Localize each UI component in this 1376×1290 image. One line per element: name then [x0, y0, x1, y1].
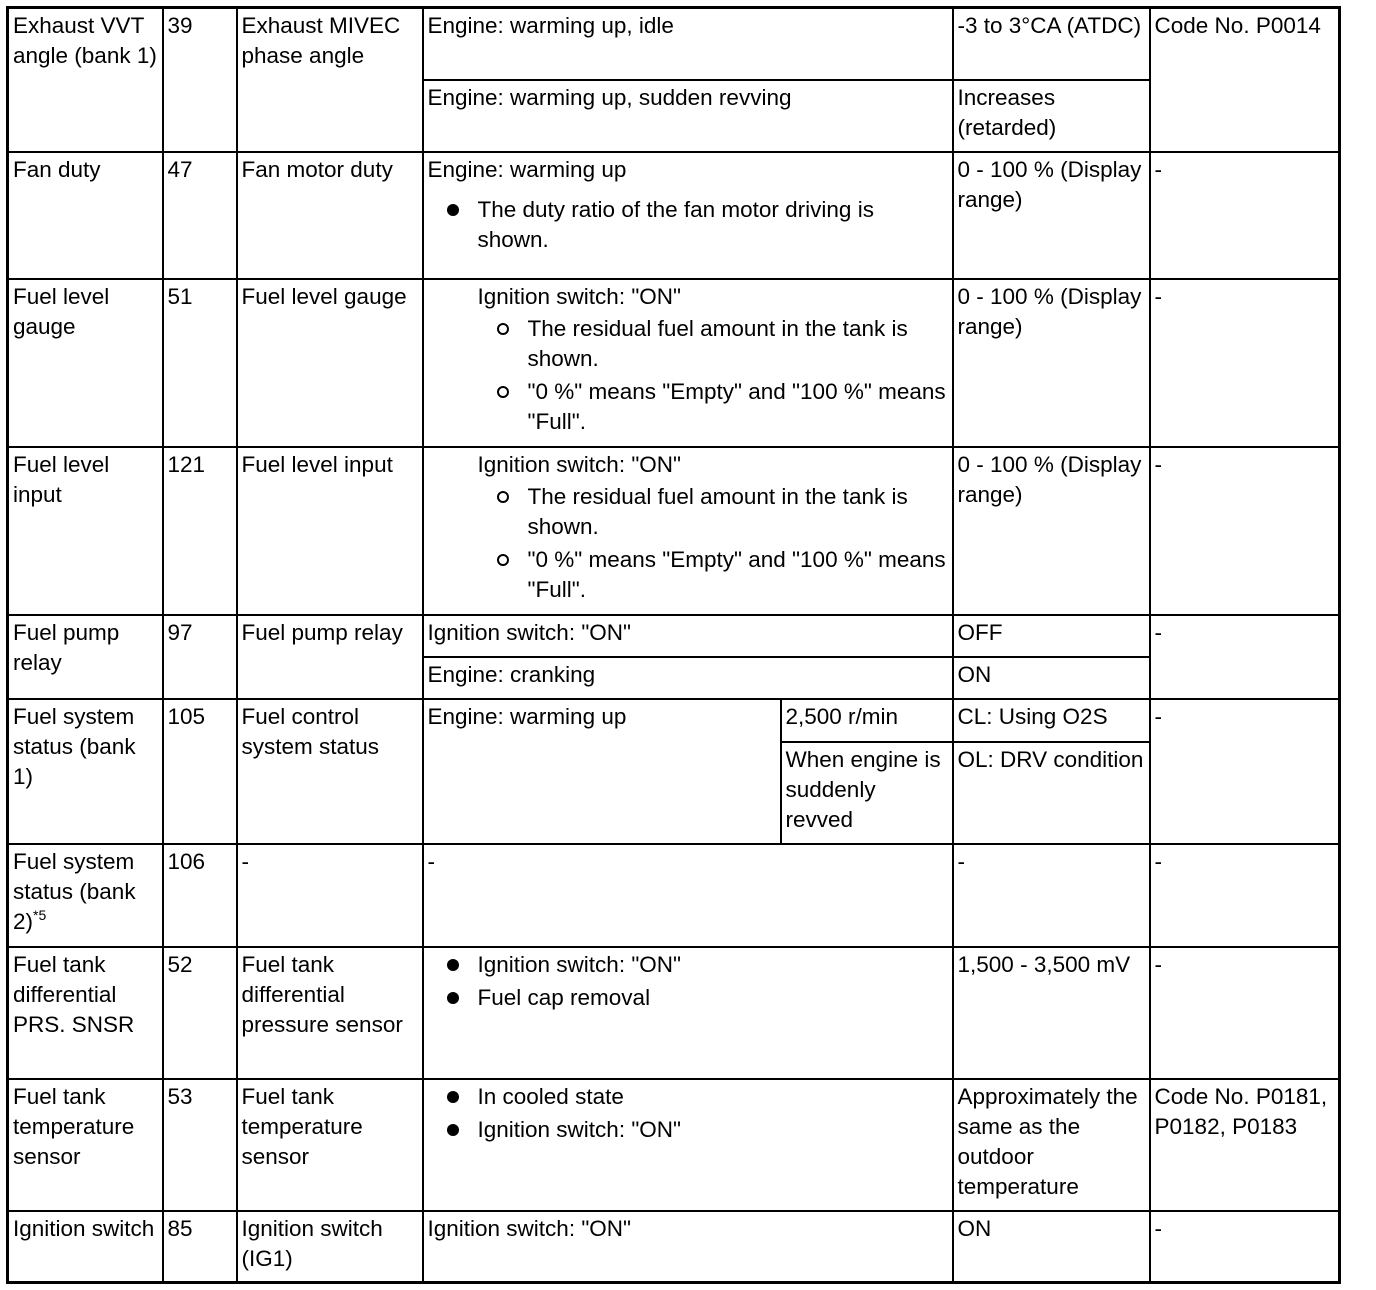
normal-condition-cell: 0 - 100 % (Display range) — [953, 447, 1150, 615]
check-condition-cell: Engine: warming up — [423, 699, 781, 844]
check-condition-cell: Engine: cranking — [423, 657, 953, 699]
bullet-item: Fuel cap removal — [428, 983, 948, 1013]
normal-condition-cell: ON — [953, 657, 1150, 699]
item-name-cell: Fuel level input — [237, 447, 423, 615]
reference-cell: - — [1150, 152, 1340, 279]
item-cell: Ignition switch — [8, 1211, 163, 1283]
condition-text: Ignition switch: "ON" — [477, 451, 682, 477]
item-number-cell: 52 — [163, 947, 237, 1079]
sub-bullet-item: The residual fuel amount in the tank is shown. — [428, 314, 948, 374]
reference-cell: Code No. P0014 — [1150, 8, 1340, 152]
reference-cell: - — [1150, 279, 1340, 447]
normal-condition-cell: 0 - 100 % (Display range) — [953, 279, 1150, 447]
condition-text: Engine: warming up — [427, 156, 627, 182]
item-name-cell: Fuel tank differential pressure sensor — [237, 947, 423, 1079]
item-cell: Fuel tank differential PRS. SNSR — [8, 947, 163, 1079]
sub-bullet-item: "0 %" means "Empty" and "100 %" means "Full". — [428, 377, 948, 437]
item-number-cell: 39 — [163, 8, 237, 152]
table-row — [8, 447, 1340, 615]
bullet-item: Ignition switch: "ON" — [428, 1115, 948, 1145]
normal-condition-cell: ON — [953, 1211, 1150, 1283]
table-row — [8, 615, 1340, 657]
item-name-cell: Fuel control system status — [237, 699, 423, 844]
bullet-list — [428, 195, 948, 255]
normal-condition-cell: Increases (retarded) — [953, 80, 1150, 152]
check-condition-cell: - — [423, 844, 953, 947]
sub-bullet-list — [428, 482, 948, 605]
check-condition-cell — [423, 447, 953, 615]
normal-condition-cell: OFF — [953, 615, 1150, 657]
normal-condition-cell: Approximately the same as the outdoor temperature — [953, 1079, 1150, 1211]
item-number-cell: 51 — [163, 279, 237, 447]
check-condition-cell — [423, 947, 953, 1079]
bullet-item: Ignition switch: "ON" — [428, 950, 948, 980]
table-row — [8, 1079, 1340, 1211]
check-condition-cell — [423, 152, 953, 279]
item-number-cell: 85 — [163, 1211, 237, 1283]
reference-cell: Code No. P0181, P0182, P0183 — [1150, 1079, 1340, 1211]
normal-condition-cell: - — [953, 844, 1150, 947]
bullet-item: The duty ratio of the fan motor driving is shown. — [428, 195, 948, 255]
item-number-cell: 53 — [163, 1079, 237, 1211]
condition-text: Ignition switch: "ON" — [477, 283, 682, 309]
sub-condition-cell: When engine is suddenly revved — [781, 742, 953, 844]
reference-cell: - — [1150, 699, 1340, 844]
table-row — [8, 8, 1340, 80]
item-cell: Fuel system status (bank 1) — [8, 699, 163, 844]
table-row — [8, 844, 1340, 947]
check-condition-cell: Engine: warming up, sudden revving — [423, 80, 953, 152]
item-number-cell: 106 — [163, 844, 237, 947]
item-cell: Fuel level gauge — [8, 279, 163, 447]
check-condition-cell: Ignition switch: "ON" — [423, 1211, 953, 1283]
sub-bullet-item: The residual fuel amount in the tank is shown. — [428, 482, 948, 542]
table-row — [8, 279, 1340, 447]
item-name-cell: Ignition switch (IG1) — [237, 1211, 423, 1283]
check-condition-cell — [423, 279, 953, 447]
data-list-table — [6, 6, 1341, 1284]
sub-condition-cell: 2,500 r/min — [781, 699, 953, 742]
item-cell: Exhaust VVT angle (bank 1) — [8, 8, 163, 152]
item-cell: Fuel level input — [8, 447, 163, 615]
table-row — [8, 1211, 1340, 1283]
bullet-list — [428, 1082, 948, 1145]
normal-condition-cell: CL: Using O2S — [953, 699, 1150, 742]
item-cell: Fuel pump relay — [8, 615, 163, 699]
item-name-cell: Exhaust MIVEC phase angle — [237, 8, 423, 152]
bullet-list — [428, 950, 948, 1013]
normal-condition-cell: -3 to 3°CA (ATDC) — [953, 8, 1150, 80]
table-row — [8, 152, 1340, 279]
item-name-cell: Fuel pump relay — [237, 615, 423, 699]
check-condition-cell — [423, 1079, 953, 1211]
table-row — [8, 699, 1340, 742]
item-cell — [8, 844, 163, 947]
footnote-marker: *5 — [33, 906, 47, 923]
item-cell: Fuel tank temperature sensor — [8, 1079, 163, 1211]
reference-cell: - — [1150, 615, 1340, 699]
reference-cell: - — [1150, 844, 1340, 947]
normal-condition-cell: 0 - 100 % (Display range) — [953, 152, 1150, 279]
sub-bullet-item: "0 %" means "Empty" and "100 %" means "Full". — [428, 545, 948, 605]
normal-condition-cell: OL: DRV condition — [953, 742, 1150, 844]
check-condition-cell: Ignition switch: "ON" — [423, 615, 953, 657]
reference-cell: - — [1150, 447, 1340, 615]
item-name-cell: - — [237, 844, 423, 947]
item-number-cell: 47 — [163, 152, 237, 279]
table-row — [8, 947, 1340, 1079]
item-text: Fuel system status (bank 2) — [13, 848, 136, 934]
check-condition-cell: Engine: warming up, idle — [423, 8, 953, 80]
item-name-cell: Fan motor duty — [237, 152, 423, 279]
item-name-cell: Fuel level gauge — [237, 279, 423, 447]
item-number-cell: 121 — [163, 447, 237, 615]
reference-cell: - — [1150, 1211, 1340, 1283]
normal-condition-cell: 1,500 - 3,500 mV — [953, 947, 1150, 1079]
item-cell: Fan duty — [8, 152, 163, 279]
reference-cell: - — [1150, 947, 1340, 1079]
sub-bullet-list — [428, 314, 948, 437]
bullet-item: In cooled state — [428, 1082, 948, 1112]
item-number-cell: 97 — [163, 615, 237, 699]
item-name-cell: Fuel tank temperature sensor — [237, 1079, 423, 1211]
item-number-cell: 105 — [163, 699, 237, 844]
